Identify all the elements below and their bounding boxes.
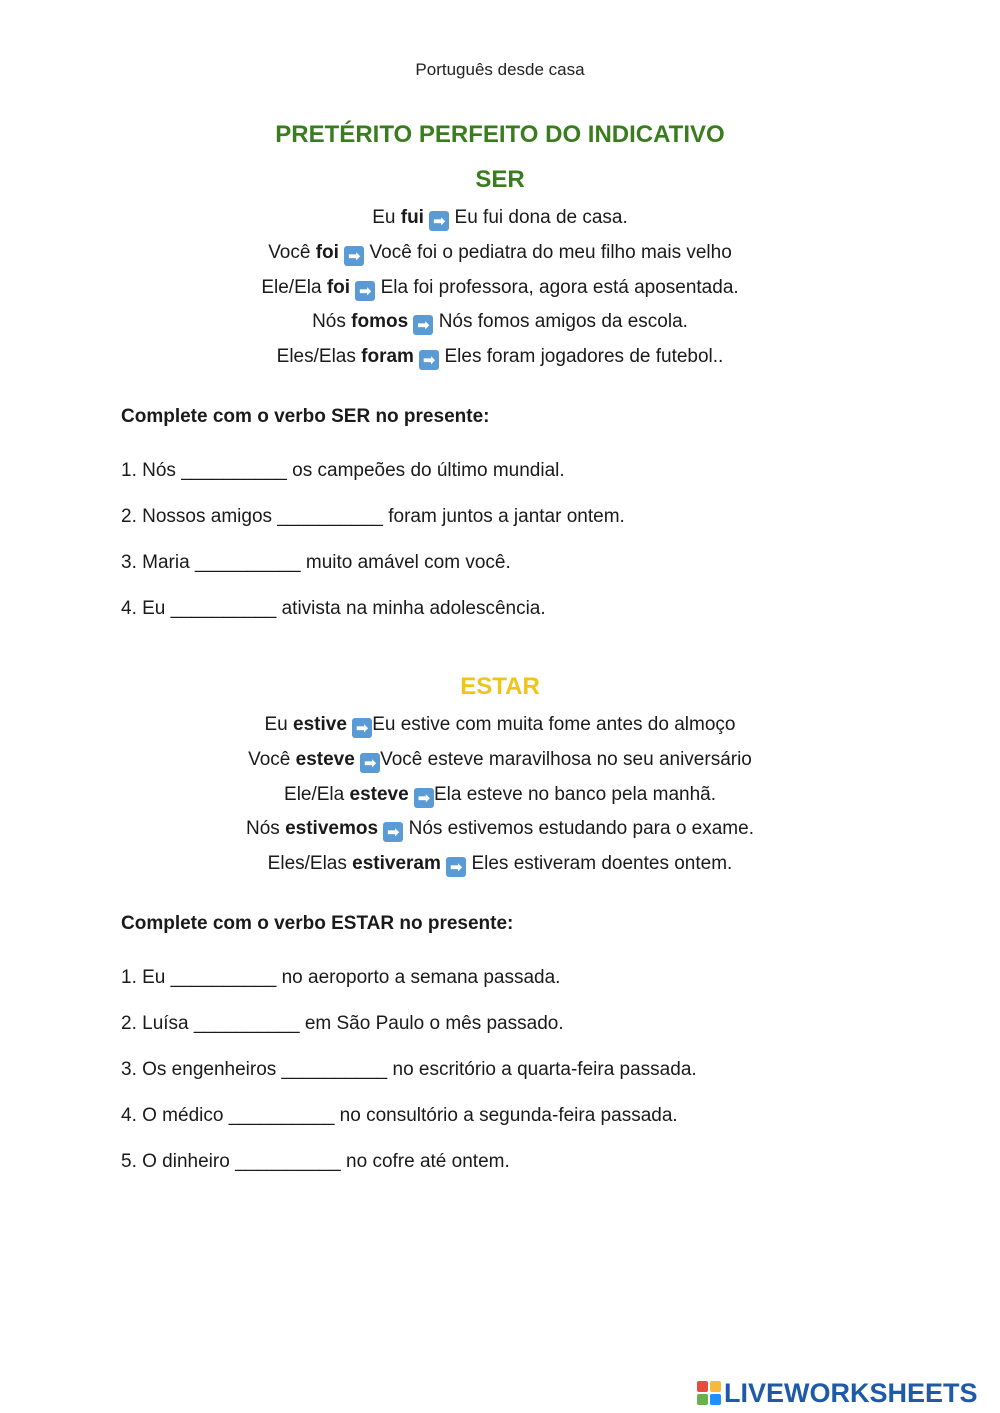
logo-square — [710, 1394, 721, 1405]
ser-conjugation-line — [0, 271, 1000, 306]
ser-exercise-item — [121, 597, 625, 643]
estar-conjugation-line — [0, 708, 1000, 743]
answer-blank[interactable]: __________ — [170, 598, 277, 619]
liveworksheets-logo-icon — [697, 1381, 721, 1405]
estar-conjugation-line — [0, 743, 1000, 778]
example-sentence: Eles estiveram doentes ontem. — [471, 853, 733, 875]
exercise-suffix: muito amável com você. — [300, 552, 511, 573]
arrow-right-icon: ➡ — [414, 788, 434, 808]
verb-form: foi — [315, 241, 339, 263]
page-header: Português desde casa — [415, 60, 585, 79]
logo-square — [710, 1381, 721, 1392]
exercise-suffix: no consultório a segunda-feira passada. — [334, 1105, 678, 1126]
ser-instruction: Complete com o verbo SER no presente: — [121, 406, 490, 427]
pronoun: Eles/Elas — [276, 346, 362, 368]
ser-exercise-list — [121, 459, 625, 643]
exercise-suffix: no escritório a quarta-feira passada. — [387, 1059, 697, 1080]
arrow-right-icon: ➡ — [419, 350, 439, 370]
verb-form: estivemos — [285, 818, 379, 840]
exercise-suffix: foram juntos a jantar ontem. — [382, 506, 625, 527]
arrow-right-icon: ➡ — [355, 281, 375, 301]
ser-heading: SER — [475, 166, 525, 193]
estar-exercise-item — [121, 1012, 697, 1058]
ser-conjugation-list — [0, 201, 1000, 375]
example-sentence: Você foi o pediatra do meu filho mais velho — [369, 241, 732, 263]
pronoun: Você — [268, 241, 316, 263]
example-sentence: Você esteve maravilhosa no seu aniversário — [380, 748, 752, 770]
logo-text: LIVEWORKSHEETS — [724, 1378, 978, 1408]
liveworksheets-logo[interactable] — [697, 1377, 978, 1409]
pronoun: Ele/Ela — [261, 276, 327, 298]
logo-square — [697, 1394, 708, 1405]
ser-exercise-item — [121, 459, 625, 505]
pronoun: Nós — [312, 311, 352, 333]
ser-conjugation-line — [0, 201, 1000, 236]
exercise-prefix: 2. Nossos amigos — [121, 506, 278, 527]
answer-blank[interactable]: __________ — [193, 1013, 300, 1034]
ser-conjugation-line — [0, 340, 1000, 375]
pronoun: Eu — [264, 714, 294, 735]
exercise-suffix: os campeões do último mundial. — [286, 460, 565, 481]
exercise-prefix: 3. Maria — [121, 552, 195, 573]
ser-exercise-item — [121, 551, 625, 597]
pronoun: Nós — [246, 818, 286, 840]
estar-exercise-list — [121, 966, 697, 1196]
exercise-prefix: 4. Eu — [121, 598, 171, 619]
answer-blank[interactable]: __________ — [277, 506, 383, 527]
pronoun: Eu — [372, 207, 401, 228]
pronoun: Ele/Ela — [284, 783, 350, 805]
answer-blank[interactable]: __________ — [235, 1151, 341, 1172]
estar-conjugation-line — [0, 778, 1000, 813]
example-sentence: Eu estive com muita fome antes do almoço — [372, 714, 736, 735]
verb-form: foi — [326, 276, 351, 298]
answer-blank[interactable]: __________ — [194, 552, 301, 573]
verb-form: esteve — [349, 783, 409, 805]
estar-conjugation-line — [0, 847, 1000, 882]
arrow-right-icon: ➡ — [344, 246, 364, 266]
estar-instruction: Complete com o verbo ESTAR no presente: — [121, 913, 514, 934]
arrow-right-icon: ➡ — [360, 753, 380, 773]
arrow-right-icon: ➡ — [413, 315, 433, 335]
estar-conjugation-list — [0, 708, 1000, 882]
verb-form: estiveram — [352, 853, 441, 875]
example-sentence: Nós estivemos estudando para o exame. — [408, 818, 754, 840]
arrow-right-icon: ➡ — [383, 822, 403, 842]
exercise-suffix: no aeroporto a semana passada. — [276, 967, 561, 988]
exercise-prefix: 2. Luísa — [121, 1013, 194, 1034]
ser-conjugation-line — [0, 305, 1000, 340]
example-sentence: Ela foi professora, agora está aposentada. — [380, 276, 739, 298]
verb-form: foram — [361, 346, 414, 368]
example-sentence: Eles foram jogadores de futebol.. — [444, 346, 724, 368]
verb-form: esteve — [295, 748, 355, 770]
pronoun: Eles/Elas — [267, 853, 353, 875]
estar-conjugation-line — [0, 812, 1000, 847]
ser-conjugation-line — [0, 236, 1000, 271]
logo-square — [697, 1381, 708, 1392]
exercise-suffix: ativista na minha adolescência. — [276, 598, 546, 619]
answer-blank[interactable]: __________ — [170, 967, 277, 988]
exercise-prefix: 1. Eu — [121, 967, 171, 988]
exercise-suffix: no cofre até ontem. — [340, 1151, 510, 1172]
verb-form: estive — [293, 714, 347, 735]
pronoun: Você — [248, 748, 296, 770]
estar-exercise-item — [121, 1104, 697, 1150]
estar-heading: ESTAR — [460, 673, 540, 700]
exercise-prefix: 4. O médico — [121, 1105, 229, 1126]
example-sentence: Eu fui dona de casa. — [454, 207, 628, 228]
estar-exercise-item — [121, 1058, 697, 1104]
page-title: PRETÉRITO PERFEITO DO INDICATIVO — [275, 121, 725, 148]
verb-form: fomos — [351, 311, 409, 333]
arrow-right-icon: ➡ — [352, 718, 372, 738]
answer-blank[interactable]: __________ — [281, 1059, 388, 1080]
exercise-suffix: em São Paulo o mês passado. — [299, 1013, 564, 1034]
estar-exercise-item — [121, 1150, 697, 1196]
exercise-prefix: 5. O dinheiro — [121, 1151, 236, 1172]
exercise-prefix: 1. Nós — [121, 460, 182, 481]
exercise-prefix: 3. Os engenheiros — [121, 1059, 282, 1080]
example-sentence: Ela esteve no banco pela manhã. — [433, 783, 716, 805]
answer-blank[interactable]: __________ — [181, 460, 287, 481]
arrow-right-icon: ➡ — [446, 857, 466, 877]
arrow-right-icon: ➡ — [429, 211, 449, 231]
ser-exercise-item — [121, 505, 625, 551]
answer-blank[interactable]: __________ — [228, 1105, 335, 1126]
verb-form: fui — [400, 207, 424, 228]
example-sentence: Nós fomos amigos da escola. — [438, 311, 688, 333]
estar-exercise-item — [121, 966, 697, 1012]
